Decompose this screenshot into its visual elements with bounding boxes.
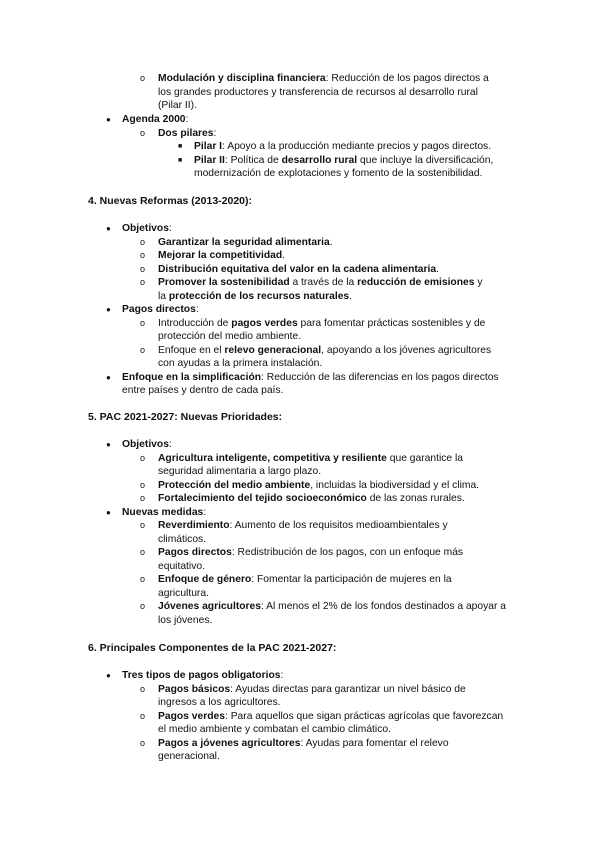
s5-ai-bold: Agricultura inteligente, competitiva y resiliente [158,452,387,464]
bullet-disc-icon: ● [106,115,111,124]
s4-promover-text: a través de la [289,277,358,288]
bullet-circle-icon: o [140,574,146,584]
s5-fts-bold: Fortalecimiento del tejido socioeconómico [158,493,367,504]
colon: : [168,439,172,450]
s6-tres-label: Tres tipos de pagos obligatorios [122,670,281,681]
s4-pv-a: Introducción de [158,317,232,329]
s4-objetivos-label: Objetivos [122,223,169,234]
s5-objetivos [122,438,172,452]
dos-pilares-colon: : [213,127,217,139]
pilar2-item [194,154,493,168]
s4-rg-bold: relevo generacional [224,344,322,356]
s5-medidas-label: Nuevas medidas [122,506,204,518]
s5-eg-line2: agricultura. [158,587,209,599]
s5-pd-text: : Redistribución de los pagos, con un enfoque más [231,547,464,558]
s4-obj-item: Mejorar la competitividad. [158,250,286,261]
bullet-circle-icon: o [140,547,146,557]
pilar2-label: Pilar II [194,154,225,166]
s5-rev-text: : Aumento de los requisitos medioambientales y [229,520,448,531]
s4-promover-bold: Promover la sostenibilidad [158,277,290,288]
s5-ja-bold: Jóvenes agricultores [158,601,262,612]
s6-pv-text: : Para aquellos que sigan prácticas agrícolas que favorezcan [224,710,504,722]
agenda-item [122,113,188,127]
s4-obj-distribucion: Distribución equitativa del valor en la cadena alimentaria [158,263,437,275]
s5-eg-text: : Fomentar la participación de mujeres en la [251,574,452,585]
s4-pagos-label: Pagos directos [122,304,196,315]
s4-obj-seguridad: Garantizar la seguridad alimentaria [158,236,330,248]
agenda-colon: : [185,114,189,125]
bullet-circle-icon: o [140,452,146,463]
s4-pv-b: para fomentar prácticas sostenibles y de [297,317,486,329]
dos-pilares-item [158,127,216,141]
pilar1-label: Pilar I [194,141,223,152]
s4-obj-competitividad: Mejorar la competitividad [158,250,283,261]
s6-pv-bold: Pagos verdes [158,710,225,722]
bullet-disc-icon: ● [106,224,111,233]
s4-promover-line2: la protección de los recursos naturales. [158,290,353,302]
s4-relevo [158,344,491,358]
colon: : [168,223,172,234]
s5-eg-bold: Enfoque de género [158,574,252,585]
s4-rg-line2: con ayudas a la primera instalación. [158,358,323,369]
section6-heading: 6. Principales Componentes de la PAC 2021-2027: [88,642,337,654]
s4-simplificacion [122,371,499,385]
s5-fts [158,492,465,506]
modulacion-line2: los grandes productores y transferencia de recursos al desarrollo rural [158,86,478,98]
bullet-circle-icon: o [140,236,146,247]
bullet-disc-icon: ● [106,372,111,382]
bullet-disc-icon: ● [106,671,111,680]
bullet-circle-icon: o [140,737,146,748]
bullet-circle-icon: o [140,127,146,138]
s5-rev-bold: Reverdimiento [158,520,230,531]
s5-pma-text: , incluidas la biodiversidad y el clima. [310,479,480,491]
pilar2-text-b: que incluye la diversificación, [357,154,494,166]
bullet-circle-icon: o [140,520,146,530]
agenda-label: Agenda 2000 [122,114,186,125]
s5-fts-text: de las zonas rurales. [366,493,465,504]
colon: : [280,670,284,681]
s5-objetivos-label: Objetivos [122,439,169,450]
colon: : [195,304,199,315]
bullet-circle-icon: o [140,344,146,355]
s6-tres [122,669,283,683]
modulacion-label: Modulación y disciplina financiera [158,73,326,84]
pilar2-desarrollo-rural: desarrollo rural [281,154,358,166]
s5-ja-text: : Al menos el 2% de los fondos destinados a apoyar a [261,601,507,612]
s5-pma [158,479,479,493]
s5-ai-line2: seguridad alimentaria a largo plazo. [158,466,322,477]
s5-pd-bold: Pagos directos [158,547,232,558]
s4-obj-item: Garantizar la seguridad alimentaria. [158,236,333,248]
s5-pd-line2: equitativo. [158,560,205,572]
modulacion-text: : Reducción de los pagos directos a [325,73,489,84]
s4-pagos-verdes [158,317,485,331]
bullet-square-icon: ■ [178,156,183,164]
s6-pj-text: : Ayudas para fomentar el relevo [300,737,449,749]
bullet-disc-icon: ● [106,305,111,314]
s4-objetivos [122,222,172,236]
s4-simp-line2: entre países y dentro de cada país. [122,385,284,396]
s6-pb-line2: ingresos a los agricultores. [158,697,281,708]
pilar2-text-a: : Política de [224,154,282,166]
s6-pj [158,737,449,751]
s5-rev [158,519,448,533]
s4-promover-line2-a: la [158,290,169,302]
s4-rg-b: , apoyando a los jóvenes agricultores [321,344,492,356]
bullet-circle-icon: o [140,493,146,503]
bullet-circle-icon: o [140,479,146,490]
s5-ja-line2: los jóvenes. [158,614,213,626]
bullet-disc-icon: ● [106,507,111,517]
bullet-circle-icon: o [140,250,146,260]
bullet-circle-icon: o [140,683,146,694]
section5-heading: 5. PAC 2021-2027: Nuevas Prioridades: [88,411,283,423]
s4-obj-item: Distribución equitativa del valor en la cadena alimentaria. [158,263,439,275]
bullet-circle-icon: o [140,601,146,611]
s4-promover-text2: y [474,277,483,288]
modulacion-line3: (Pilar II). [158,100,197,111]
dos-pilares-label: Dos pilares [158,127,214,139]
s5-ai-text: que garantice la [386,452,464,464]
bullet-circle-icon: o [140,710,146,721]
s6-pj-bold: Pagos a jóvenes agricultores [158,737,301,749]
pilar1-text: : Apoyo a la producción mediante precios y pagos directos. [222,141,492,152]
bullet-circle-icon: o [140,263,146,274]
s4-rg-a: Enfoque en el [158,344,225,356]
s6-pb-bold: Pagos básicos [158,683,231,695]
s4-pagos [122,303,199,317]
bullet-circle-icon: o [140,277,146,287]
s5-ja [158,600,506,614]
bullet-square-icon: ■ [178,143,183,150]
s6-pb [158,683,466,697]
pilar2-line2: modernización de explotaciones y fomento de la sostenibilidad. [194,168,483,179]
s4-promover-line2-bold: protección de los recursos naturales [168,290,350,302]
s5-pma-bold: Protección del medio ambiente [158,479,311,491]
s6-pj-line2: generacional. [158,751,220,762]
s4-pv-line2: protección del medio ambiente. [158,331,302,342]
s5-ai [158,452,463,466]
s6-pb-text: : Ayudas directas para garantizar un nivel básico de [230,683,466,695]
s4-simp-bold: Enfoque en la simplificación [122,371,262,383]
bullet-circle-icon: o [140,73,146,83]
s4-obj-promover [158,276,482,290]
s5-rev-line2: climáticos. [158,533,207,545]
section4-heading: 4. Nuevas Reformas (2013-2020): [88,195,253,207]
s5-eg [158,573,452,587]
s6-pv-line2: el medio ambiente y combatan el cambio climático. [158,724,391,735]
pilar1-item [194,140,491,154]
s5-medidas [122,506,206,520]
bullet-circle-icon: o [140,317,146,328]
colon: : [203,506,207,518]
s4-simp-text: : Reducción de las diferencias en los pagos directos [261,371,499,383]
modulacion-item [158,72,489,86]
s4-promover-bold2: reducción de emisiones [357,277,475,288]
s5-pd [158,546,463,560]
s4-pv-bold: pagos verdes [231,317,298,329]
s6-pv [158,710,503,724]
bullet-disc-icon: ● [106,440,111,449]
